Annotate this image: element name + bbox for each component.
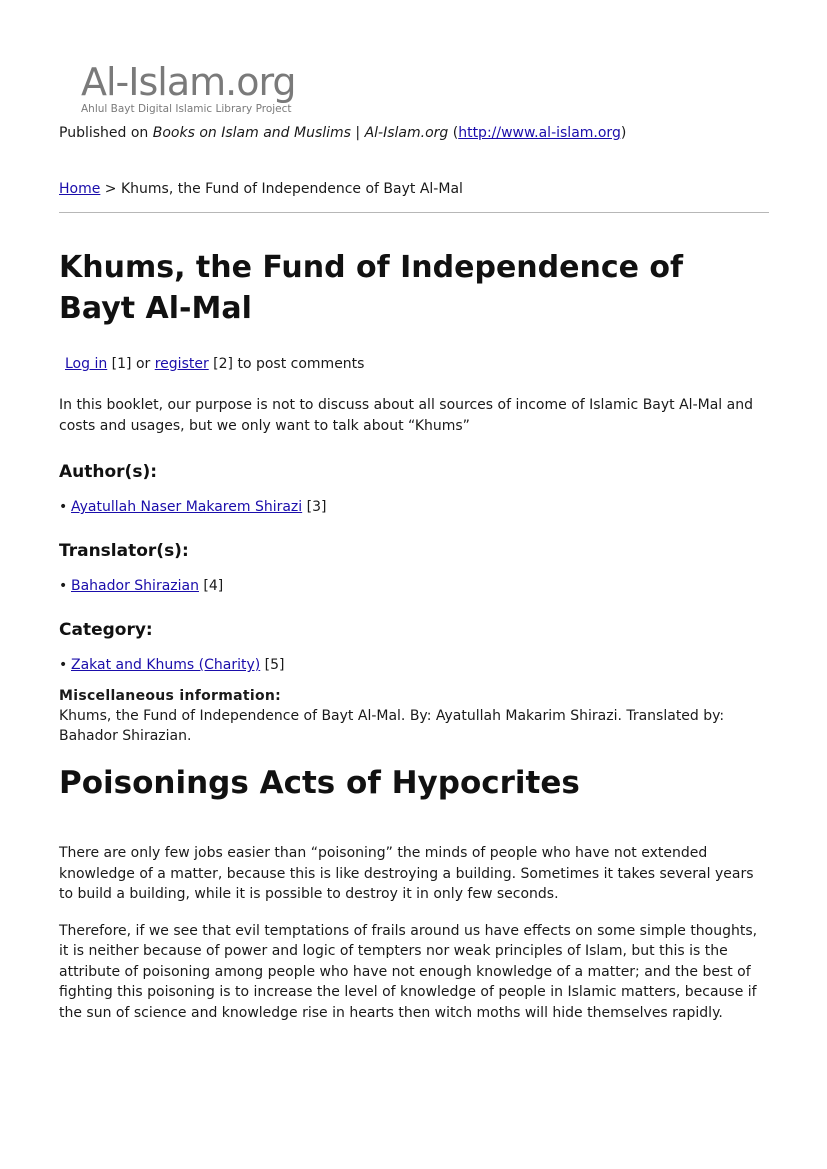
list-item (59, 577, 769, 595)
document-page (59, 62, 769, 1023)
authors-list (59, 498, 769, 516)
translator-link[interactable]: Bahador Shirazian (71, 578, 199, 594)
misc-info (59, 686, 769, 746)
authors-section (59, 461, 769, 516)
logo-text: Al-Islam.org (81, 60, 296, 104)
translators-heading: Translator(s): (59, 541, 189, 561)
category-link[interactable]: Zakat and Khums (Charity) (71, 657, 261, 673)
published-url-close: ) (620, 125, 627, 141)
login-ref: [1] or (107, 356, 155, 372)
category-list (59, 656, 769, 674)
body-paragraph-2: Therefore, if we see that evil temptations of frails around us have effects on some simple thoughts, it is neither because of power and logic of tempters nor weak principles of Islam, but this is the attribute of poisoning among people who have not enough knowledge of a matter; and the best of fighting this poisoning is to increase the level of knowledge of people in Islamic matters, because if the sun of science and knowledge rise in hearts then witch moths will hide themselves rapidly. (59, 922, 758, 1021)
breadcrumb-separator: > (100, 181, 121, 197)
list-item (59, 656, 769, 674)
published-url-open: ( (448, 125, 459, 141)
author-link[interactable]: Ayatullah Naser Makarem Shirazi (71, 499, 303, 515)
published-prefix: Published on (59, 125, 153, 141)
section-title: Poisonings Acts of Hypocrites (59, 765, 580, 801)
category-heading: Category: (59, 620, 153, 640)
body-paragraph-1: There are only few jobs easier than “poisoning” the minds of people who have not extended knowledge of a matter, because this is like destroying a building. Sometimes it takes several years to build a building, while it is possible to destroy it in only few seconds. (59, 845, 754, 902)
register-ref: [2] to post comments (208, 356, 365, 372)
translator-ref: [4] (198, 578, 224, 594)
header-divider (59, 212, 769, 213)
breadcrumb-home-link[interactable]: Home (59, 181, 101, 197)
category-section (59, 619, 769, 674)
site-logo[interactable] (59, 62, 319, 120)
misc-text: Khums, the Fund of Independence of Bayt Al-Mal. By: Ayatullah Makarim Shirazi. Translated by: Bahador Shirazian. (59, 708, 725, 744)
translators-list (59, 577, 769, 595)
login-link[interactable]: Log in (65, 356, 108, 372)
category-ref: [5] (260, 657, 285, 673)
page-title: Khums, the Fund of Independence of Bayt Al-Mal (59, 250, 684, 326)
breadcrumb (59, 180, 769, 198)
translators-section (59, 540, 769, 595)
misc-label: Miscellaneous information: (59, 688, 282, 704)
published-on-line (59, 124, 769, 142)
published-site: Books on Islam and Muslims | Al-Islam.org (152, 125, 449, 141)
intro-paragraph: In this booklet, our purpose is not to discuss about all sources of income of Islamic Bayt Al-Mal and costs and usages, but we only want to talk about “Khums” (59, 397, 753, 434)
register-link[interactable]: register (154, 356, 209, 372)
logo-tagline: Ahlul Bayt Digital Islamic Library Project (81, 103, 292, 115)
breadcrumb-current: Khums, the Fund of Independence of Bayt Al-Mal (120, 181, 463, 197)
authors-heading: Author(s): (59, 462, 158, 482)
author-ref: [3] (302, 499, 327, 515)
login-prompt (59, 355, 769, 373)
site-url-link[interactable]: http://www.al-islam.org (458, 125, 621, 141)
list-item (59, 498, 769, 516)
